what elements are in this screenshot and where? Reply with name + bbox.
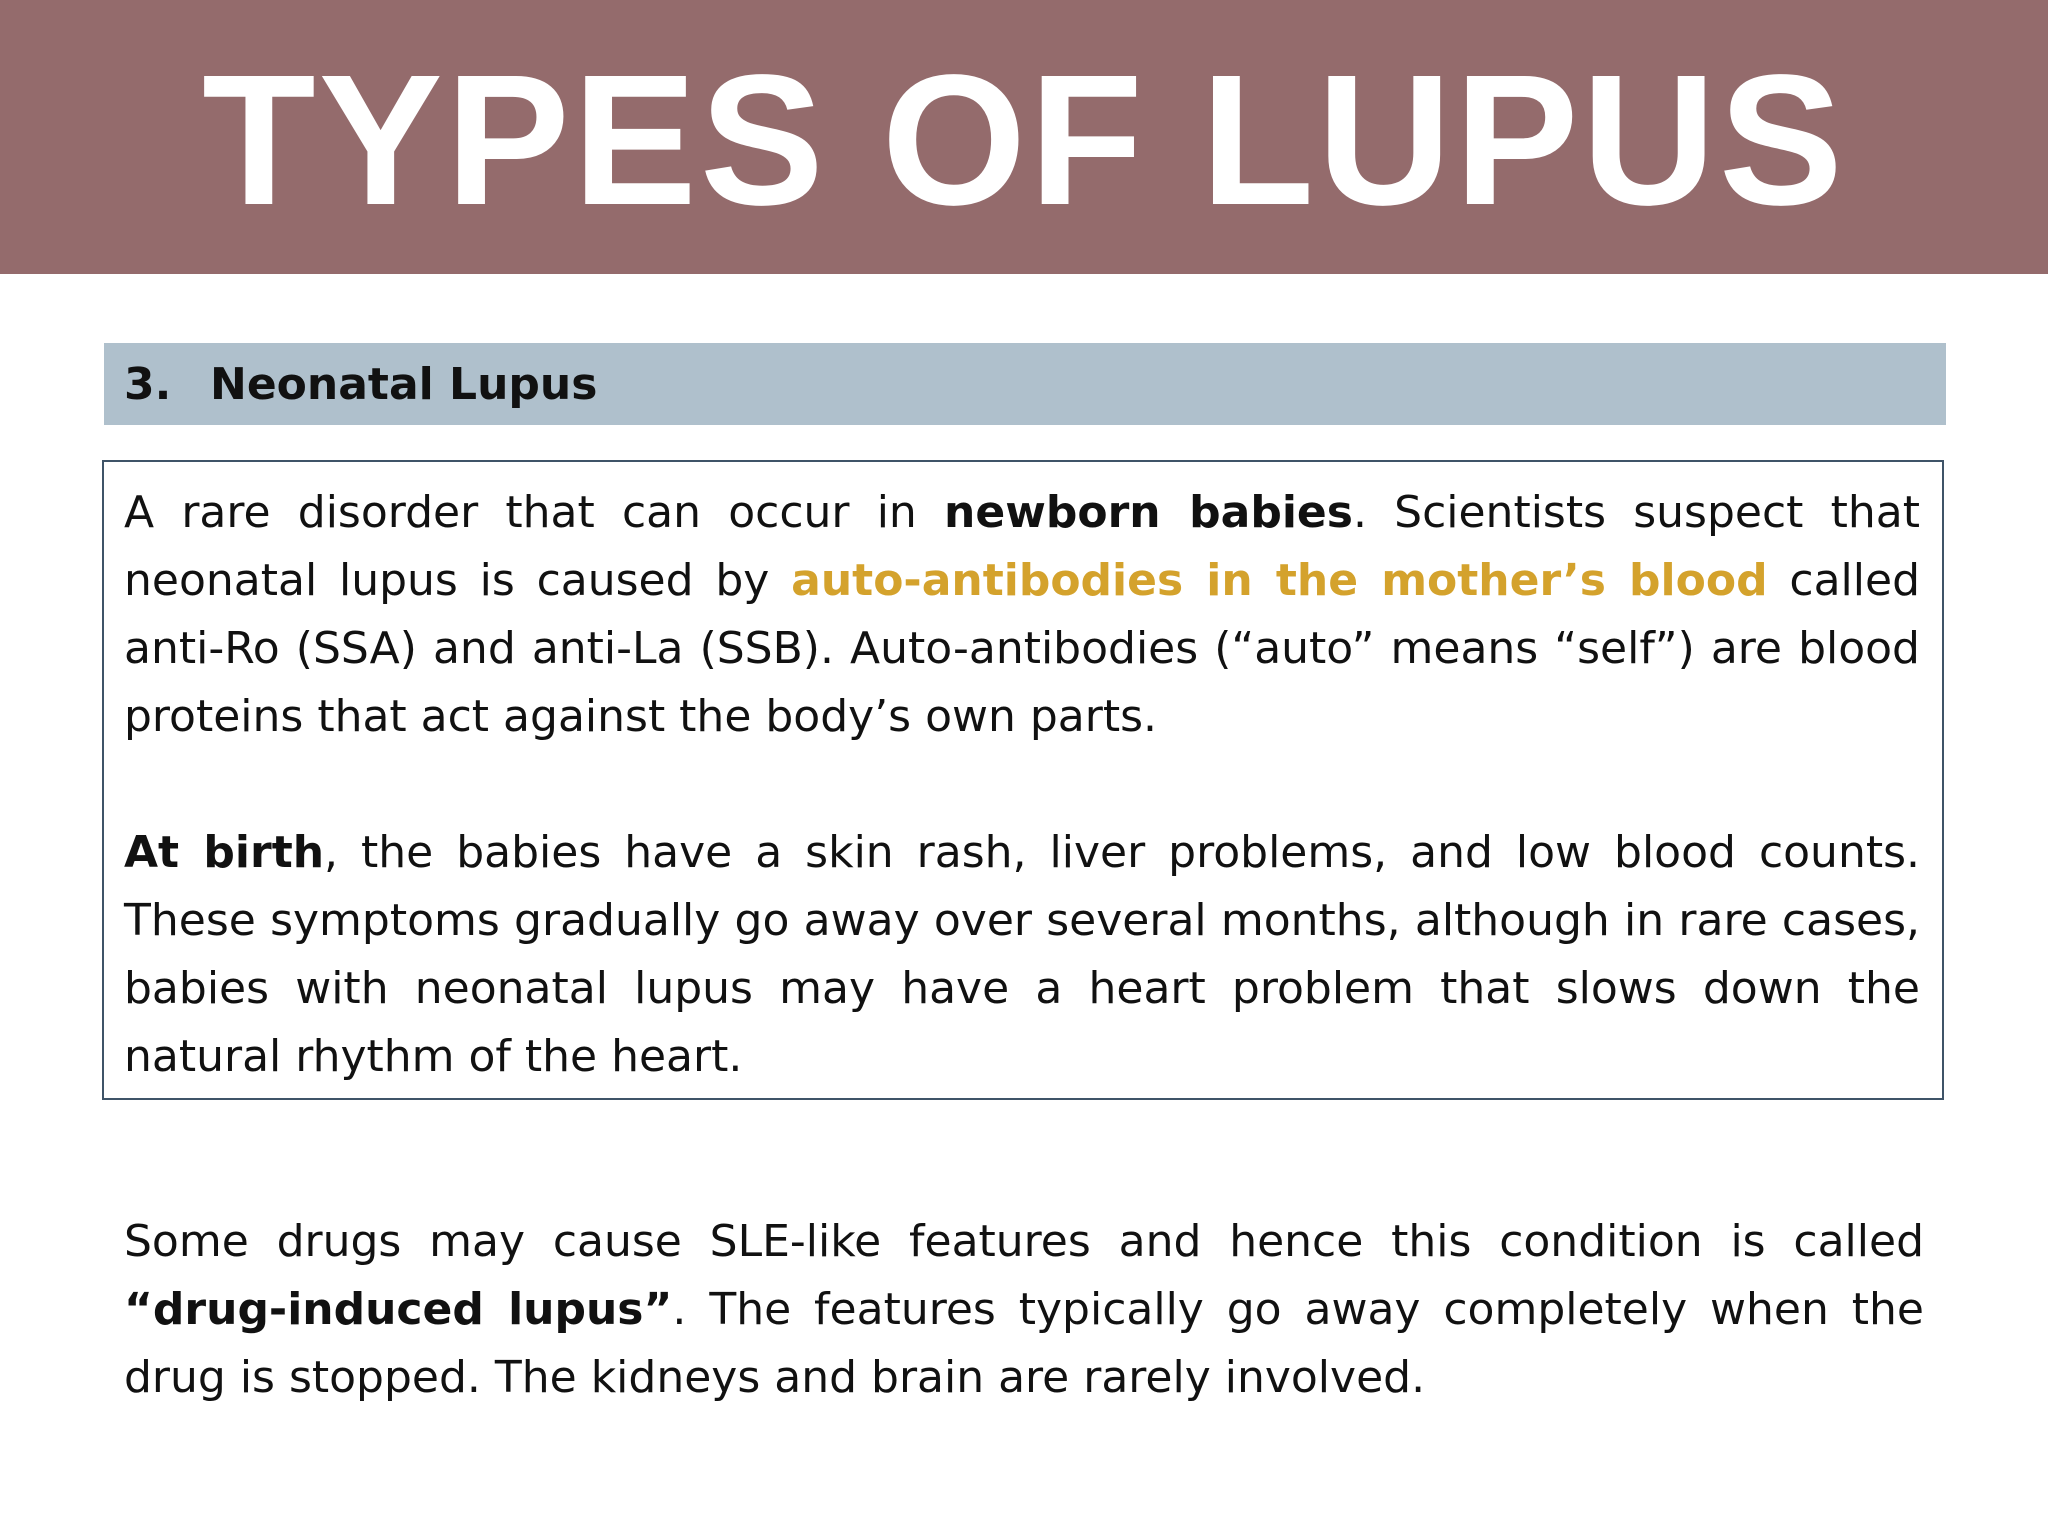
bold-text-drug-induced-lupus: “drug-induced lupus”	[124, 1284, 673, 1335]
paragraph-text: called anti-Ro (SSA) and anti-La (SSB). Auto-antibodies (“auto” means “self”) are blood proteins that act against the body’s own parts.	[124, 555, 1921, 742]
highlighted-text-auto-antibodies: auto-antibodies in the mother’s blood	[791, 555, 1768, 606]
bold-text-at-birth: At birth	[124, 827, 325, 878]
drug-induced-lupus-paragraph	[124, 1208, 1924, 1412]
paragraph-text: . The features typically go away completely when the drug is stopped. The kidneys and brain are rarely involved.	[124, 1284, 1924, 1403]
section-header	[104, 343, 1946, 425]
paragraph-text: , the babies have a skin rash, liver problems, and low blood counts. These symptoms gradually go away over several months, although in rare cases, babies with neonatal lupus may have a heart problem that slows down the natural rhythm of the heart.	[124, 827, 1920, 1082]
paragraph-text: Some drugs may cause SLE-like features and hence this condition is called	[124, 1216, 1924, 1267]
bold-text-newborn-babies: newborn babies	[944, 487, 1353, 538]
paragraph-text: . Scientists suspect that neonatal lupus is caused by	[124, 487, 1920, 606]
birth-symptoms-paragraph	[124, 819, 1920, 1091]
neonatal-lupus-content-box	[102, 460, 1944, 1100]
title-banner	[0, 0, 2048, 274]
neonatal-description-paragraph	[124, 479, 1920, 751]
section-number: 3.	[124, 358, 172, 410]
slide-title: TYPES OF LUPUS	[202, 37, 1846, 244]
section-title: Neonatal Lupus	[210, 358, 598, 410]
paragraph-text: A rare disorder that can occur in	[124, 487, 945, 538]
